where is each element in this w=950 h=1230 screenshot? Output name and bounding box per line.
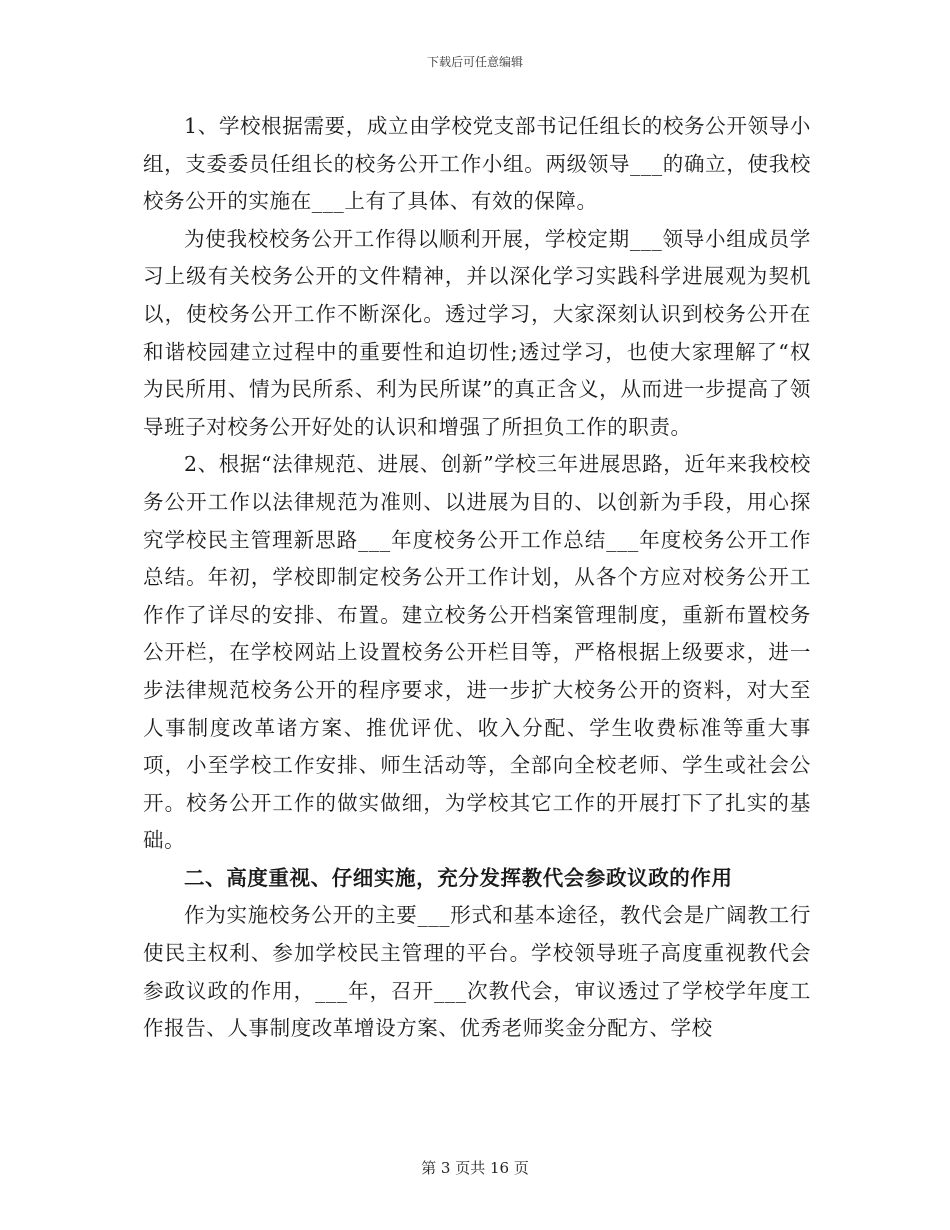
paragraph-4: 作为实施校务公开的主要___形式和基本途径，教代会是广阔教工行使民主权利、参加学校民主管理的平台。学校领导班子高度重视教代会参政议政的作用，___年，召开___次教代会，审议透过了学校学年度工作报告、人事制度改革增设方案、优秀老师奖金分配方、学校 [143, 903, 811, 1041]
document-body [143, 108, 811, 1048]
paragraph-1: 1、学校根据需要，成立由学校党支部书记任组长的校务公开领导小组，支委委员任组长的校务公开工作小组。两级领导___的确立，使我校校务公开的实施在___上有了具体、有效的保障。 [143, 114, 811, 214]
paragraph-2: 为使我校校务公开工作得以顺利开展，学校定期___领导小组成员学习上级有关校务公开的文件精神，并以深化学习实践科学进展观为契机以，使校务公开工作不断深化。透过学习，大家深刻认识到校务公开在和谐校园建立过程中的重要性和迫切性;透过学习，也使大家理解了“权为民所用、情为民所系、利为民所谋”的真正含义，从而进一步提高了领导班子对校务公开好处的认识和增强了所担负工作的职责。 [143, 226, 811, 439]
section-heading-2: 二、高度重视、仔细实施，充分发挥教代会参政议政的作用 [184, 865, 733, 890]
page-footer: 第 3 页共 16 页 [421, 1159, 529, 1177]
page-header: 下载后可任意编辑 [426, 55, 523, 69]
paragraph-3: 2、根据“法律规范、进展、创新”学校三年进展思路，近年来我校校务公开工作以法律规范为准则、以进展为目的、以创新为手段，用心探究学校民主管理新思路___年度校务公开工作总结___年度校务公开工作总结。年初，学校即制定校务公开工作计划，从各个方应对校务公开工作作了详尽的安排、布置。建立校务公开档案管理制度，重新布置校务公开栏，在学校网站上设置校务公开栏目等，严格根据上级要求，进一步法律规范校务公开的程序要求，进一步扩大校务公开的资料，对大至人事制度改革诸方案、推优评优、收入分配、学生收费标准等重大事项，小至学校工作安排、师生活动等，全部向全校老师、学生或社会公开。校务公开工作的做实做细，为学校其它工作的开展打下了扎实的基础。 [143, 452, 811, 853]
